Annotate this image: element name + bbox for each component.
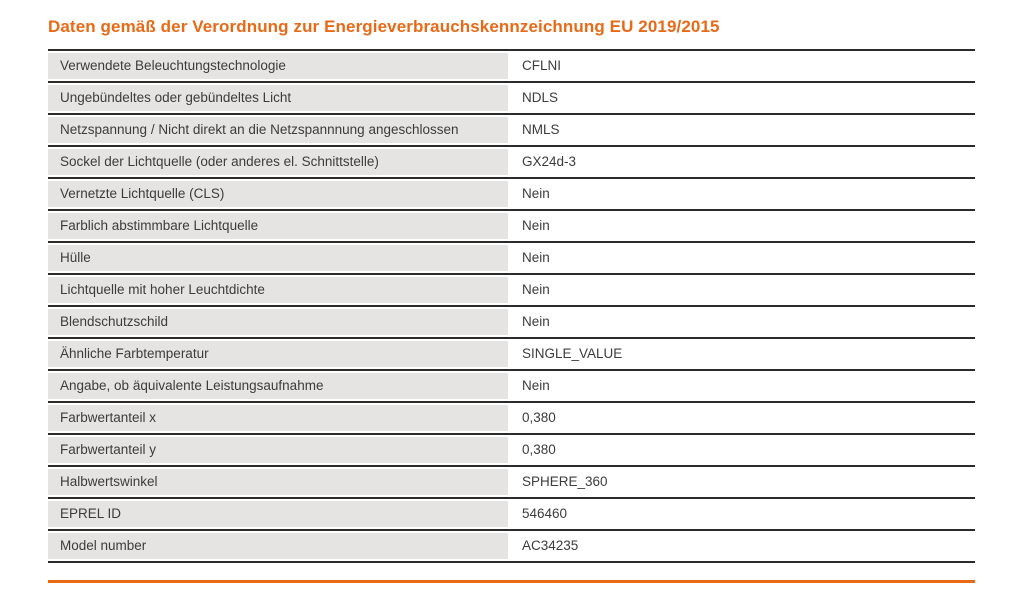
row-value: Nein xyxy=(522,250,550,265)
row-value: 546460 xyxy=(522,506,568,521)
table-row xyxy=(48,211,975,243)
row-value: Nein xyxy=(522,282,550,297)
table-row xyxy=(48,339,975,371)
table-row xyxy=(48,83,975,115)
table-row xyxy=(48,243,975,275)
table-row xyxy=(48,275,975,307)
table-row xyxy=(48,307,975,339)
row-value: NMLS xyxy=(522,122,560,137)
table-row xyxy=(48,467,975,499)
row-label: Model number xyxy=(48,533,508,559)
row-label: Lichtquelle mit hoher Leuchtdichte xyxy=(48,277,508,303)
row-value: Nein xyxy=(522,186,550,201)
row-value: Nein xyxy=(522,378,550,393)
row-value: SPHERE_360 xyxy=(522,474,608,489)
table-row xyxy=(48,179,975,211)
row-label: Ungebündeltes oder gebündeltes Licht xyxy=(48,85,508,111)
row-label: Farblich abstimmbare Lichtquelle xyxy=(48,213,508,239)
orange-divider xyxy=(48,580,975,583)
row-label: Halbwertswinkel xyxy=(48,469,508,495)
row-value: Nein xyxy=(522,314,550,329)
table-row xyxy=(48,531,975,563)
table-row xyxy=(48,115,975,147)
row-value: Nein xyxy=(522,218,550,233)
row-label: Blendschutzschild xyxy=(48,309,508,335)
row-label: Farbwertanteil y xyxy=(48,437,508,463)
table-row xyxy=(48,147,975,179)
energy-spec-table xyxy=(48,49,975,563)
table-row xyxy=(48,435,975,467)
row-label: Hülle xyxy=(48,245,508,271)
table-row xyxy=(48,499,975,531)
row-value: SINGLE_VALUE xyxy=(522,346,623,361)
table-row xyxy=(48,371,975,403)
row-value: NDLS xyxy=(522,90,559,105)
row-value: AC34235 xyxy=(522,538,579,553)
row-label: Ähnliche Farbtemperatur xyxy=(48,341,508,367)
row-value: CFLNI xyxy=(522,58,562,73)
table-row xyxy=(48,403,975,435)
row-label: Angabe, ob äquivalente Leistungsaufnahme xyxy=(48,373,508,399)
row-label: Verwendete Beleuchtungstechnologie xyxy=(48,53,508,79)
content-area xyxy=(48,0,975,583)
page-title: Daten gemäß der Verordnung zur Energieverbrauchskennzeichnung EU 2019/2015 xyxy=(48,17,720,36)
row-label: Netzspannung / Nicht direkt an die Netzspannnung angeschlossen xyxy=(48,117,508,143)
row-value: GX24d-3 xyxy=(522,154,577,169)
row-label: Vernetzte Lichtquelle (CLS) xyxy=(48,181,508,207)
row-label: Farbwertanteil x xyxy=(48,405,508,431)
row-label: Sockel der Lichtquelle (oder anderes el. Schnittstelle) xyxy=(48,149,508,175)
row-label: EPREL ID xyxy=(48,501,508,527)
row-value: 0,380 xyxy=(522,410,556,425)
table-row xyxy=(48,51,975,83)
row-value: 0,380 xyxy=(522,442,556,457)
